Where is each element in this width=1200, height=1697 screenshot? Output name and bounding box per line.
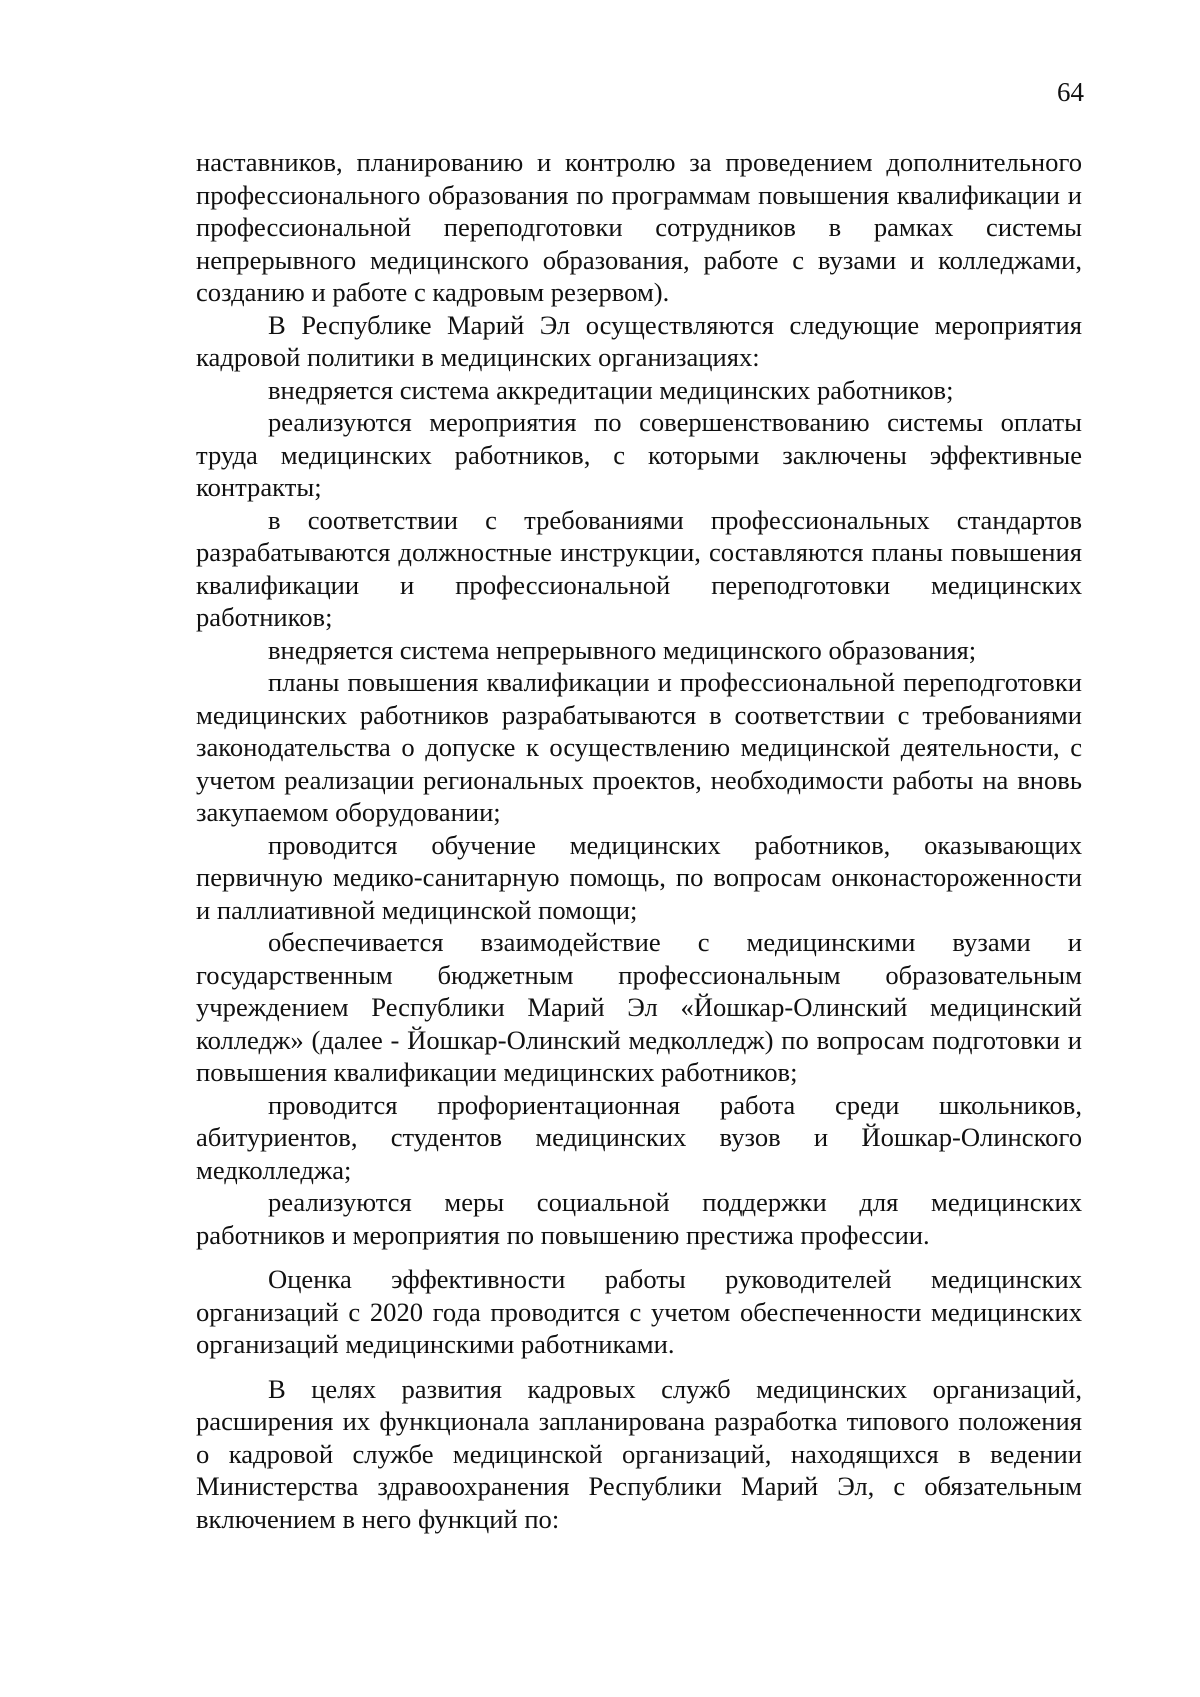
body-text [196, 146, 1082, 1535]
paragraph-hr-measures-intro: В Республике Марий Эл осуществляются следующие мероприятия кадровой политики в медицинских организациях: [196, 309, 1082, 372]
paragraph-career-guidance: проводится профориентационная работа среди школьников, абитуриентов, студентов медицинских вузов и Йошкар-Олинского медколледжа; [196, 1089, 1082, 1185]
paragraph-college-cooperation: обеспечивается взаимодействие с медицинскими вузами и государственным бюджетным профессиональным образовательным учреждением Республики Марий Эл «Йошкар-Олинский медицинский колледж» (далее - Йошкар-Олинский медколледж) по вопросам подготовки и повышения квалификации медицинских работников; [196, 927, 1082, 1087]
paragraph-payment-system: реализуются мероприятия по совершенствованию системы оплаты труда медицинских работников, с которыми заключены эффективные контракты; [196, 407, 1082, 502]
paragraph-oncology-training: проводится обучение медицинских работников, оказывающих первичную медико-санитарную помощь, по вопросам онконастороженности и паллиативной медицинской помощи; [196, 829, 1082, 925]
paragraph-accreditation: внедряется система аккредитации медицинских работников; [268, 374, 954, 405]
page-number: 64 [1057, 77, 1084, 107]
paragraph-social-support: реализуются меры социальной поддержки для медицинских работников и мероприятия по повышению престижа профессии. [196, 1187, 1082, 1250]
paragraph-hr-services-development: В целях развития кадровых служб медицинских организаций, расширения их функционала запланирована разработка типового положения о кадровой службе медицинской организаций, находящихся в ведении Министерства здравоохранения Республики Марий Эл, с обязательным включением в него функций по: [196, 1373, 1082, 1534]
paragraph-continuation: наставников, планированию и контролю за проведением дополнительного профессионального образования по программам повышения квалификации и профессиональной переподготовки сотрудников в рамках системы непрерывного медицинского образования, работе с вузами и колледжами, созданию и работе с кадровым резервом). [196, 147, 1082, 307]
paragraph-training-plans: планы повышения квалификации и профессиональной переподготовки медицинских работников разрабатываются в соответствии с требованиями законодательства о допуске к осуществлению медицинской деятельности, с учетом реализации региональных проектов, необходимости работы на вновь закупаемом оборудовании; [196, 667, 1082, 827]
paragraph-continuous-education: внедряется система непрерывного медицинского образования; [268, 634, 977, 665]
paragraph-efficiency-assessment: Оценка эффективности работы руководителей медицинских организаций с 2020 года проводится с учетом обеспеченности медицинских организаций медицинскими работниками. [196, 1264, 1082, 1359]
paragraph-job-descriptions: в соответствии с требованиями профессиональных стандартов разрабатываются должностные инструкции, составляются планы повышения квалификации и профессиональной переподготовки медицинских работников; [196, 504, 1082, 632]
